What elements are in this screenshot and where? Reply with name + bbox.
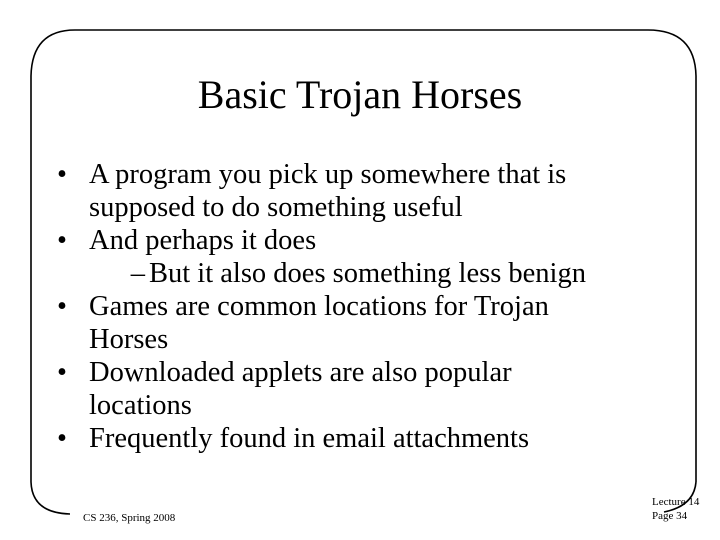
footer-course: CS 236, Spring 2008 [83, 512, 176, 524]
footer-lecture-page [652, 495, 699, 523]
bullet-text: Downloaded applets are also popular [89, 357, 512, 388]
bullet-dot-icon: • [57, 159, 67, 190]
footer-lecture: Lecture 14 [652, 496, 700, 508]
bullet-text: A program you pick up somewhere that is [89, 159, 567, 190]
sub-bullet-text: But it also does something less benign [149, 258, 586, 289]
dash-icon: – [130, 258, 145, 289]
bullet-text: supposed to do something useful [89, 192, 463, 223]
bullet-text: locations [89, 390, 192, 421]
bullet-item [56, 158, 666, 224]
bullet-item [56, 422, 666, 455]
bullet-dot-icon: • [57, 291, 67, 322]
footer-page: Page 34 [652, 510, 688, 522]
bullet-dot-icon: • [57, 423, 67, 454]
bullet-text: Games are common locations for Trojan [89, 291, 549, 322]
slide-title: Basic Trojan Horses [197, 72, 523, 117]
bullet-text: Frequently found in email attachments [89, 423, 530, 454]
bullet-item [56, 224, 666, 257]
bullet-dot-icon: • [57, 357, 67, 388]
bullet-list [56, 158, 666, 455]
bullet-dot-icon: • [57, 225, 67, 256]
bullet-item [56, 356, 666, 422]
bullet-text: Horses [89, 324, 169, 355]
sub-bullet-item [56, 257, 666, 290]
bullet-item [56, 290, 666, 356]
bullet-text: And perhaps it does [89, 225, 317, 256]
